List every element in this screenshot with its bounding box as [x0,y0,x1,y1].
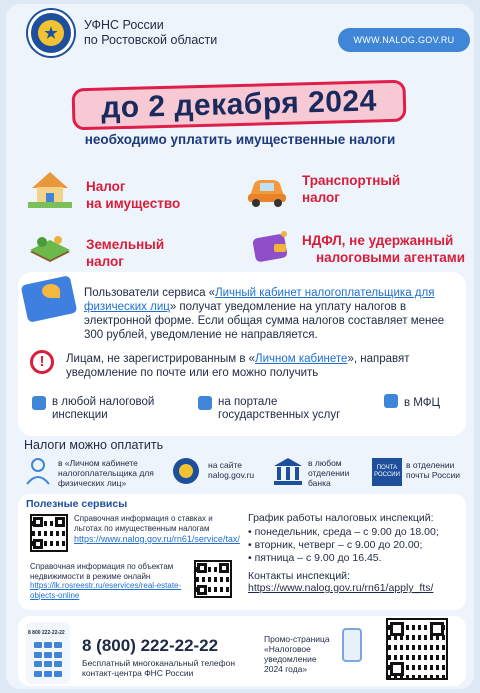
services-title: Полезные сервисы [26,498,128,510]
service-tax-rates-text: Справочная информация о ставках и льготах по имущественным налогам [74,514,213,533]
phone-card-number: 8 800 222-22-22 [28,630,65,636]
checkbox-icon [384,394,398,408]
qr-code-tax-rates[interactable] [30,514,68,552]
hotline-desc-line1: Бесплатный многоканальный телефон [82,658,236,668]
option-mfc: в МФЦ [404,397,441,409]
promo-line4: 2024 года» [264,664,308,674]
option-inspection [52,396,154,422]
post-icon: ПОЧТА РОССИИ [372,458,402,486]
promo-line1: Промо-страница [264,634,330,644]
tax-property-line2: на имущество [86,196,181,211]
option-inspection-line1: в любой налоговой [52,396,155,408]
checkbox-icon [32,396,46,410]
contacts-link[interactable]: https://www.nalog.gov.ru/rn61/apply_fts/ [248,582,434,594]
org-line-2: по Ростовской области [84,33,218,47]
option-gosuslugi-line2: государственных услуг [218,409,341,421]
tax-ndfl-line2: налоговыми агентами [316,250,466,265]
option-gosuslugi [218,396,340,422]
fns-emblem-icon: ★ [28,10,74,56]
qr-code-promo[interactable] [386,618,448,680]
poster [6,4,474,689]
info-text: Пользователи сервиса « [84,287,216,299]
service-tax-rates-link[interactable]: https://www.nalog.gov.ru/rn61/service/tax/ [74,534,240,544]
info-text: » получат уведомление на уплату налогов в электронной форме. Если общая сумма налогов составляет менее 300 рублей, уведомление не направляется. [84,301,445,341]
bank-icon [272,456,304,486]
tax-transport-line1: Транспортный [302,173,401,188]
keypad-icon [34,642,64,678]
checkbox-icon [198,396,212,410]
info-paragraph-lk [84,286,456,342]
tax-ndfl-line1: НДФЛ, не удержанный [302,233,454,248]
pay-title: Налоги можно оплатить [24,438,164,452]
promo-line2: «Налоговое [264,644,311,654]
car-icon [244,170,288,210]
tax-transport [302,172,400,206]
tax-land-line1: Земельный [86,237,165,252]
info-text: », направят уведомление по почте или его можно получить [66,353,410,379]
pay-method-bank: в любом отделении банка [308,458,350,488]
schedule-item: • вторник, четверг – с 9.00 до 20.00; [248,539,423,551]
lk-link-2[interactable]: Личном кабинете [255,353,348,365]
hotline-number[interactable]: 8 (800) 222-22-22 [82,636,219,655]
house-icon [28,168,72,208]
deadline-banner: до 2 декабря 2024 [72,80,407,131]
warning-icon: ! [30,350,54,374]
schedule-item: • пятница – с 9.00 до 16.45. [248,552,382,564]
service-realestate-text: Справочная информация по объектам недвижимости в режиме онлайн [30,562,174,581]
hotline-desc-line2: контакт-центра ФНС России [82,668,194,678]
qr-code-realestate[interactable] [194,560,232,598]
tax-property [86,178,180,212]
envelope-decoration [42,284,60,298]
person-icon [22,456,54,486]
option-gosuslugi-line1: на портале [218,396,278,408]
info-text: Лицам, не зарегистрированным в « [66,353,256,365]
schedule-item: • понедельник, среда – с 9.00 до 18.00; [248,526,439,538]
tax-transport-line2: налог [302,190,340,205]
org-line-1: УФНС России [84,18,164,32]
site-link-button[interactable]: WWW.NALOG.GOV.RU [338,28,470,52]
tax-land-line2: налог [86,254,124,269]
organization-name [84,18,217,48]
smartphone-icon [342,628,362,662]
tax-ndfl [302,232,465,266]
lk-link[interactable]: Личный кабинет налогоплательщика для физических лиц [84,287,435,313]
subtitle: необходимо уплатить имущественные налоги [84,132,396,147]
pay-method-post: в отделении почты России [406,460,460,480]
wallet-icon [248,226,292,266]
promo-line3: уведомление [264,654,317,664]
tax-property-line1: Налог [86,179,126,194]
option-inspection-line2: инспекции [52,409,108,421]
land-icon [28,224,72,264]
info-paragraph-unregistered [66,352,456,380]
contacts-title: Контакты инспекций: [248,570,350,582]
pay-method-lk: в «Личном кабинете налогоплательщика для физических лиц» [58,458,154,488]
service-realestate-link[interactable]: https://lk.rosreestr.ru/eservices/real-estate-objects-online [30,581,182,600]
schedule-title: График работы налоговых инспекций: [248,512,434,524]
hotline-description [82,658,235,678]
pay-method-site: на сайте nalog.gov.ru [208,460,255,480]
schedule-mon-wed: понедельник, среда – с 9.00 до 18.00; [254,526,439,538]
schedule-tue-thu: вторник, четверг – с 9.00 до 20.00; [254,539,423,551]
promo-text [264,634,330,674]
schedule-fri: пятница – с 9.00 до 16.45. [254,552,382,564]
tax-land [86,236,164,270]
fns-emblem-icon [170,456,202,486]
